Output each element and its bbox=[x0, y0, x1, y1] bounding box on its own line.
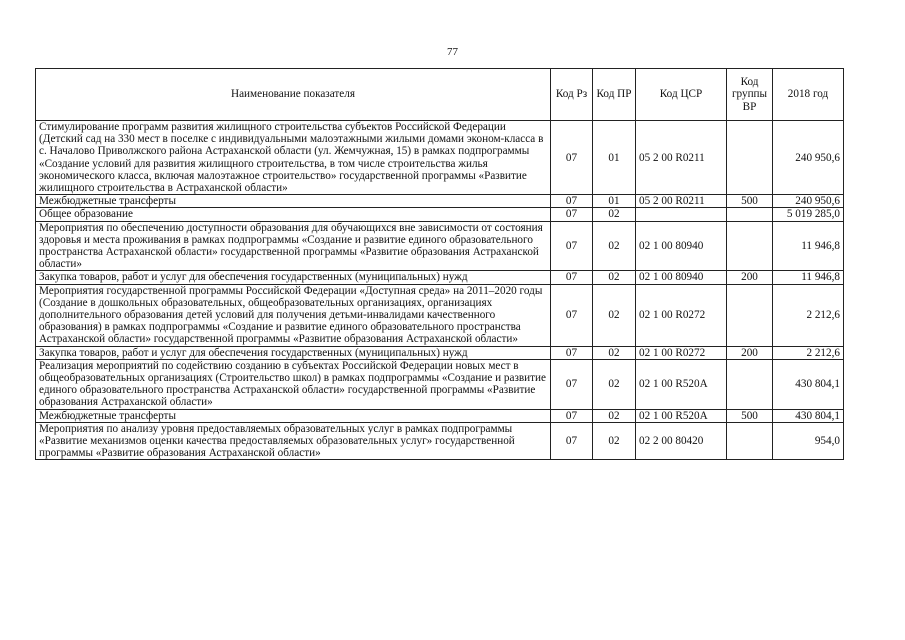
page-number: 77 bbox=[447, 46, 458, 58]
row-sum: 2 212,6 bbox=[773, 284, 844, 346]
row-name: Мероприятия по анализу уровня предоставляемых образовательных услуг в рамках подпрограммы «Развитие механизмов оценки качества предоставляемых образовательных услуг» государственной программы «Развитие образования Астраханской области» bbox=[36, 422, 551, 460]
row-rz: 07 bbox=[551, 409, 593, 422]
row-rz: 07 bbox=[551, 195, 593, 208]
row-name: Межбюджетные трансферты bbox=[36, 195, 551, 208]
row-rz: 07 bbox=[551, 422, 593, 460]
table-row bbox=[36, 346, 844, 359]
row-vr bbox=[727, 121, 773, 195]
row-csr: 02 1 00 R520A bbox=[636, 409, 727, 422]
row-name: Мероприятия по обеспечению доступности образования для обучающихся вне зависимости от состояния здоровья и места проживания в рамках подпрограммы «Создание и развитие единого образовательного пространства Астраханской области» государственной программы «Развитие образования Астраханской области» bbox=[36, 221, 551, 271]
row-vr bbox=[727, 221, 773, 271]
table-row bbox=[36, 422, 844, 460]
table-row bbox=[36, 409, 844, 422]
header-kod-csr: Код ЦСР bbox=[636, 69, 727, 121]
row-name: Общее образование bbox=[36, 208, 551, 221]
row-pr: 02 bbox=[593, 359, 636, 409]
row-csr: 02 1 00 80940 bbox=[636, 221, 727, 271]
row-sum: 11 946,8 bbox=[773, 221, 844, 271]
row-vr bbox=[727, 359, 773, 409]
row-sum: 430 804,1 bbox=[773, 409, 844, 422]
table-row bbox=[36, 271, 844, 284]
row-name: Закупка товаров, работ и услуг для обеспечения государственных (муниципальных) нужд bbox=[36, 346, 551, 359]
row-csr: 05 2 00 R0211 bbox=[636, 121, 727, 195]
row-sum: 2 212,6 bbox=[773, 346, 844, 359]
table-row bbox=[36, 284, 844, 346]
row-sum: 5 019 285,0 bbox=[773, 208, 844, 221]
row-vr bbox=[727, 208, 773, 221]
row-name: Стимулирование программ развития жилищного строительства субъектов Российской Федерации (Детский сад на 330 мест в поселке с индивидуальными малоэтажными жилыми домами эконом-класса в с. Началово Приволжского района Астраханской области (ул. Жемчужная, 15) в рамках подпрограммы «Создание условий для развития жилищного строительства, в том числе строительства жилья экономического класса, включая малоэтажное строительство» государственной программы «Развитие жилищного строительства в Астраханской области» bbox=[36, 121, 551, 195]
row-rz: 07 bbox=[551, 271, 593, 284]
row-rz: 07 bbox=[551, 359, 593, 409]
row-pr: 01 bbox=[593, 195, 636, 208]
table-row bbox=[36, 208, 844, 221]
row-vr: 200 bbox=[727, 346, 773, 359]
row-csr bbox=[636, 208, 727, 221]
row-rz: 07 bbox=[551, 208, 593, 221]
row-pr: 02 bbox=[593, 284, 636, 346]
row-sum: 954,0 bbox=[773, 422, 844, 460]
row-sum: 240 950,6 bbox=[773, 195, 844, 208]
row-vr: 200 bbox=[727, 271, 773, 284]
row-vr bbox=[727, 422, 773, 460]
table-row bbox=[36, 121, 844, 195]
row-csr: 02 2 00 80420 bbox=[636, 422, 727, 460]
row-pr: 02 bbox=[593, 208, 636, 221]
table-row bbox=[36, 195, 844, 208]
row-pr: 02 bbox=[593, 409, 636, 422]
table-row bbox=[36, 359, 844, 409]
header-name: Наименование показателя bbox=[36, 69, 551, 121]
row-rz: 07 bbox=[551, 346, 593, 359]
row-pr: 02 bbox=[593, 346, 636, 359]
row-csr: 02 1 00 80940 bbox=[636, 271, 727, 284]
budget-table bbox=[35, 68, 844, 460]
row-csr: 02 1 00 R520A bbox=[636, 359, 727, 409]
row-vr: 500 bbox=[727, 195, 773, 208]
row-name: Мероприятия государственной программы Российской Федерации «Доступная среда» на 2011–2020 годы (Создание в дошкольных образовательных, общеобразовательных организациях, организациях дополнительного образования детей условий для получения детьми-инвалидами качественного образования) в рамках подпрограммы «Создание и развитие единого образовательного пространства Астраханской области» государственной программы «Развитие образования Астраханской области» bbox=[36, 284, 551, 346]
row-vr: 500 bbox=[727, 409, 773, 422]
row-name: Межбюджетные трансферты bbox=[36, 409, 551, 422]
row-vr bbox=[727, 284, 773, 346]
row-name: Закупка товаров, работ и услуг для обеспечения государственных (муниципальных) нужд bbox=[36, 271, 551, 284]
row-name: Реализация мероприятий по содействию созданию в субъектах Российской Федерации новых мест в общеобразовательных организациях (Строительство школ) в рамках подпрограммы «Создание и развитие единого образовательного пространства Астраханской области» государственной программы «Развитие образования Астраханской области» bbox=[36, 359, 551, 409]
row-csr: 05 2 00 R0211 bbox=[636, 195, 727, 208]
row-rz: 07 bbox=[551, 284, 593, 346]
header-year-2018: 2018 год bbox=[773, 69, 844, 121]
row-csr: 02 1 00 R0272 bbox=[636, 346, 727, 359]
row-pr: 01 bbox=[593, 121, 636, 195]
row-rz: 07 bbox=[551, 221, 593, 271]
table-header-row bbox=[36, 69, 844, 121]
row-pr: 02 bbox=[593, 422, 636, 460]
table-row bbox=[36, 221, 844, 271]
row-pr: 02 bbox=[593, 271, 636, 284]
row-pr: 02 bbox=[593, 221, 636, 271]
row-rz: 07 bbox=[551, 121, 593, 195]
row-sum: 240 950,6 bbox=[773, 121, 844, 195]
row-sum: 430 804,1 bbox=[773, 359, 844, 409]
header-kod-vr: Код группы ВР bbox=[727, 69, 773, 121]
row-sum: 11 946,8 bbox=[773, 271, 844, 284]
row-csr: 02 1 00 R0272 bbox=[636, 284, 727, 346]
header-kod-pr: Код ПР bbox=[593, 69, 636, 121]
header-kod-rz: Код Рз bbox=[551, 69, 593, 121]
